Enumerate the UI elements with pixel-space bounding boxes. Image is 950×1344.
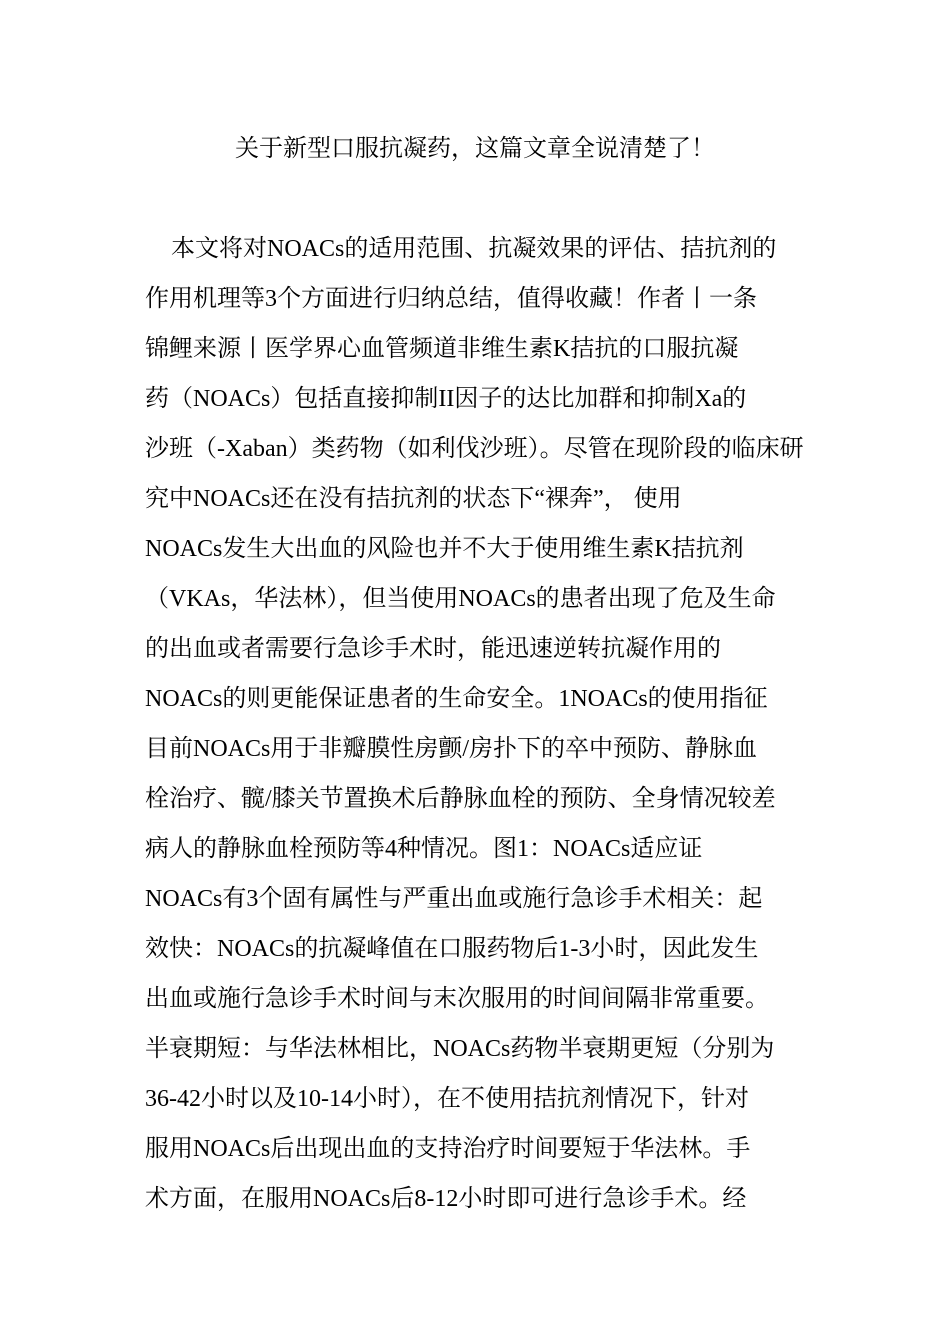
body-line: 沙班（-Xaban）类药物（如利伐沙班）。尽管在现阶段的临床研 (145, 436, 804, 462)
body-line: 作用机理等3个方面进行归纳总结，值得收藏！作者丨一条 (145, 286, 757, 312)
body-line: 出血或施行急诊手术时间与末次服用的时间间隔非常重要。 (145, 986, 769, 1012)
body-line: （VKAs，华法林），但当使用NOACs的患者出现了危及生命 (145, 586, 776, 612)
body-line: 术方面，在服用NOACs后8-12小时即可进行急诊手术。经 (145, 1186, 747, 1212)
body-line: 目前NOACs用于非瓣膜性房颤/房扑下的卒中预防、静脉血 (145, 736, 758, 762)
body-line: 半衰期短：与华法林相比，NOACs药物半衰期更短（分别为 (145, 1036, 775, 1062)
body-line: NOACs有3个固有属性与严重出血或施行急诊手术相关：起 (145, 886, 763, 912)
body-line: 效快：NOACs的抗凝峰值在口服药物后1-3小时，因此发生 (145, 936, 759, 962)
body-line: 的出血或者需要行急诊手术时，能迅速逆转抗凝作用的 (145, 636, 721, 662)
body-line: 究中NOACs还在没有拮抗剂的状态下“裸奔”， 使用 (145, 486, 682, 512)
body-line: NOACs的则更能保证患者的生命安全。1NOACs的使用指征 (145, 686, 768, 712)
body-line: 锦鲤来源丨医学界心血管频道非维生素K拮抗的口服抗凝 (145, 336, 739, 362)
body-line: 病人的静脉血栓预防等4种情况。图1：NOACs适应证 (145, 836, 703, 862)
body-line: 服用NOACs后出现出血的支持治疗时间要短于华法林。手 (145, 1136, 751, 1162)
body-line: 药（NOACs）包括直接抑制II因子的达比加群和抑制Xa的 (145, 386, 747, 412)
document-title: 关于新型口服抗凝药，这篇文章全说清楚了！ (235, 136, 715, 162)
body-line: 本文将对NOACs的适用范围、抗凝效果的评估、拮抗剂的 (171, 236, 777, 262)
body-line: NOACs发生大出血的风险也并不大于使用维生素K拮抗剂 (145, 536, 744, 562)
document-body (145, 228, 811, 1228)
body-line: 36-42小时以及10-14小时），在不使用拮抗剂情况下，针对 (145, 1086, 749, 1112)
body-line: 栓治疗、髋/膝关节置换术后静脉血栓的预防、全身情况较差 (145, 786, 776, 812)
